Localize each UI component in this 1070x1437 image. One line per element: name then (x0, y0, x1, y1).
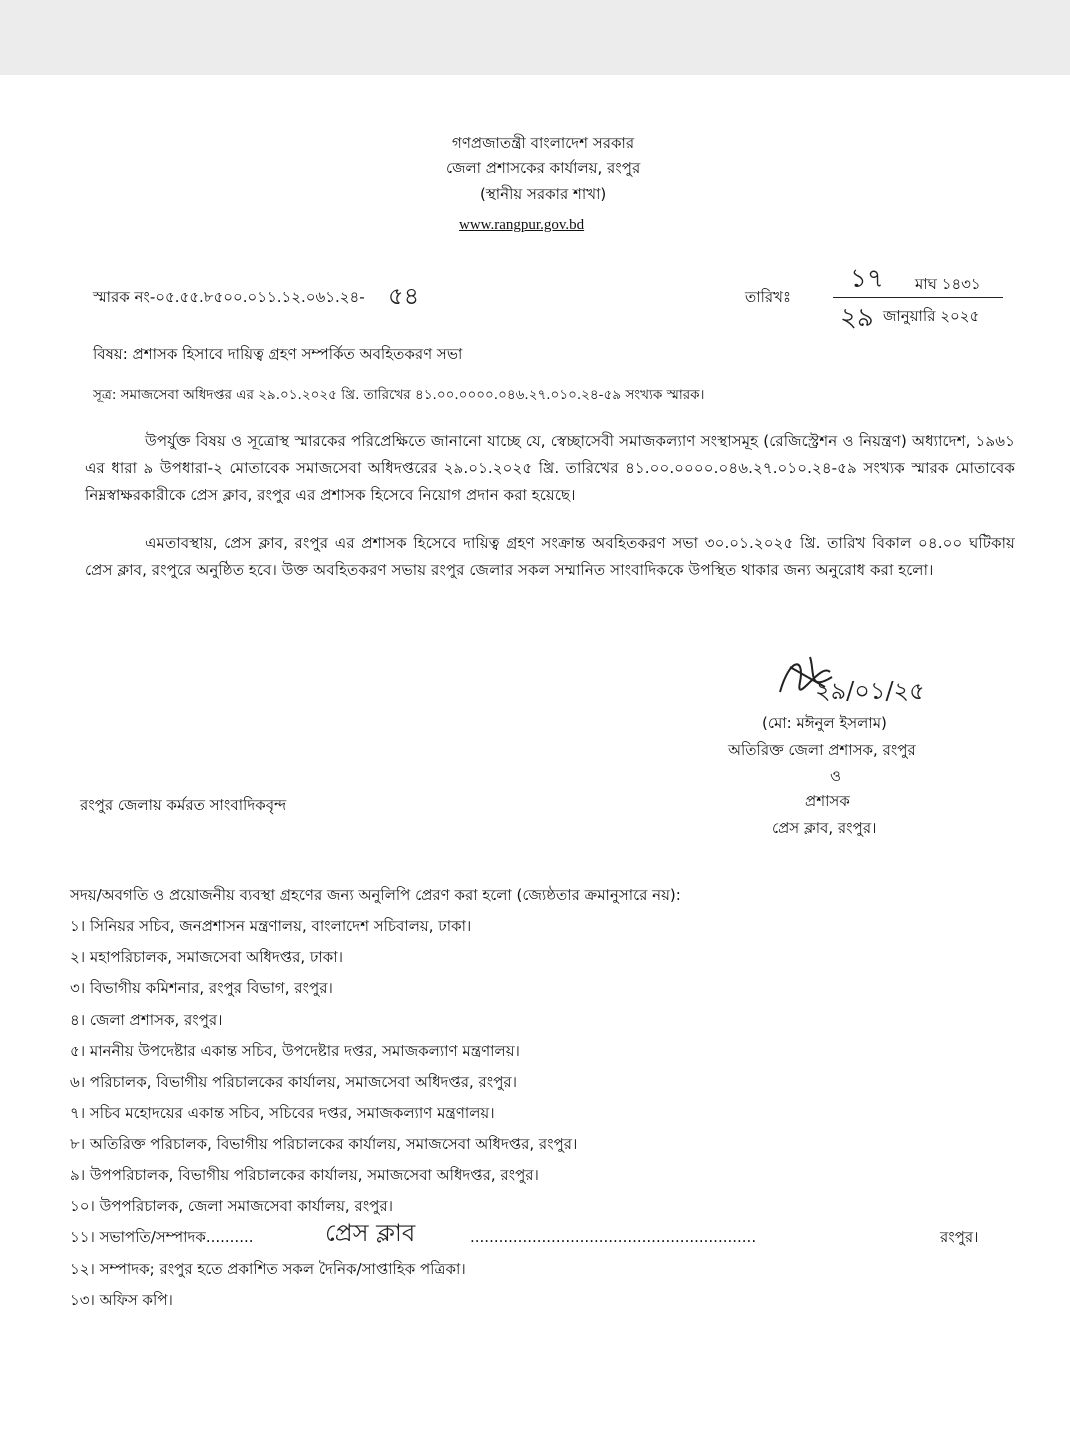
signatory-title: অতিরিক্ত জেলা প্রশাসক, রংপুর (728, 741, 916, 759)
signatory-organization: প্রেস ক্লাব, রংপুর। (772, 819, 877, 837)
list-item: ৬। পরিচালক, বিভাগীয় পরিচালকের কার্যালয়, সমাজসেবা অধিদপ্তর, রংপুর। (70, 1073, 518, 1091)
copy-intro: সদয়/অবগতি ও প্রয়োজনীয় ব্যবস্থা গ্রহণের জন্য অনুলিপি প্রেরণ করা হলো (জ্যেষ্ঠতার ক্রমানুসারে নয়): (70, 886, 681, 904)
list-item: ১৩। অফিস কপি। (70, 1291, 173, 1309)
signatory-role: প্রশাসক (805, 792, 850, 810)
branch-name: (স্থানীয় সরকার শাখা) (480, 185, 607, 203)
memo-number: স্মারক নং-০৫.৫৫.৮৫০০.০১১.১২.০৬১.২৪- (93, 288, 365, 306)
list-item: ১০। উপপরিচালক, জেলা সমাজসেবা কার্যালয়, রংপুর। (70, 1197, 393, 1215)
english-day-handwritten: ২৯ (840, 303, 874, 333)
body-paragraph-2: এমতাবস্থায়, প্রেস ক্লাব, রংপুর এর প্রশাসক হিসেবে দায়িত্ব গ্রহণ সংক্রান্ত অবহিতকরণ সভা ৩০.০১.২০২৫ খ্রি. তারিখ বিকাল ০৪.০০ ঘটিকায় প্রেস ক্লাব, রংপুরে অনুষ্ঠিত হবে। উক্ত অবহিতকরণ সভায় রংপুর জেলার সকল সম্মানিত সাংবাদিককে উপস্থিত থাকার জন্য অনুরোধ করা হলো। (85, 534, 1015, 579)
memo-number-handwritten: ৫৪ (388, 282, 420, 310)
screen-top-bar (0, 0, 1070, 75)
list-item-11-tail: রংপুর। (940, 1228, 979, 1246)
list-item: ২। মহাপরিচালক, সমাজসেবা অধিদপ্তর, ঢাকা। (70, 948, 343, 966)
list-item: ১। সিনিয়র সচিব, জনপ্রশাসন মন্ত্রণালয়, বাংলাদেশ সচিবালয়, ঢাকা। (70, 917, 472, 935)
date-label: তারিখঃ (745, 288, 791, 306)
office-name: জেলা প্রশাসকের কার্যালয়, রংপুর (446, 159, 641, 177)
list-item: ৯। উপপরিচালক, বিভাগীয় পরিচালকের কার্যালয়, সমাজসেবা অধিদপ্তর, রংপুর। (70, 1166, 539, 1184)
english-month: জানুয়ারি ২০২৫ (883, 307, 980, 325)
government-name: গণপ্রজাতন্ত্রী বাংলাদেশ সরকার (452, 134, 635, 152)
recipient: রংপুর জেলায় কর্মরত সাংবাদিকবৃন্দ (80, 796, 287, 814)
list-item-11-handwritten: প্রেস ক্লাব (325, 1219, 416, 1247)
body-paragraph-1: উপর্যুক্ত বিষয় ও সূত্রোস্থ স্মারকের পরিপ্রেক্ষিতে জানানো যাচ্ছে যে, স্বেচ্ছাসেবী সমাজকল্যাণ সংস্থাসমূহ (রেজিস্ট্রেশন ও নিয়ন্ত্রণ) অধ্যাদেশ, ১৯৬১ এর ধারা ৯ উপধারা-২ মোতাবেক সমাজসেবা অধিদপ্তরের ২৯.০১.২০২৫ খ্রি. তারিখের ৪১.০০.০০০০.০৪৬.২৭.০১০.২৪-৫৯ সংখ্যক স্মারক মোতাবেক নিম্নস্বাক্ষরকারীকে প্রেস ক্লাব, রংপুর এর প্রশাসক হিসেবে নিয়োগ প্রদান করা হয়েছে। (85, 432, 1015, 504)
list-item-11-lead: ১১। সভাপতি/সম্পাদক.......... (70, 1228, 254, 1246)
list-item: ১২। সম্পাদক; রংপুর হতে প্রকাশিত সকল দৈনিক/সাপ্তাহিক পত্রিকা। (70, 1260, 466, 1278)
list-item: ৪। জেলা প্রশাসক, রংপুর। (70, 1011, 223, 1029)
list-item: ৭। সচিব মহোদয়ের একান্ত সচিব, সচিবের দপ্তর, সমাজকল্যাণ মন্ত্রণালয়। (70, 1104, 495, 1122)
signature-date-handwritten: ২৯/০১/২৫ (815, 677, 925, 705)
list-item: ৮। অতিরিক্ত পরিচালক, বিভাগীয় পরিচালকের কার্যালয়, সমাজসেবা অধিদপ্তর, রংপুর। (70, 1135, 578, 1153)
bangla-day-handwritten: ১৭ (850, 264, 884, 294)
signatory-name: (মো: মঈনুল ইসলাম) (762, 714, 887, 732)
bangla-month: মাঘ ১৪৩১ (915, 275, 981, 293)
list-item-11-dots: ............................................................ (470, 1228, 757, 1246)
signatory-and: ও (830, 767, 842, 785)
list-item: ৩। বিভাগীয় কমিশনার, রংপুর বিভাগ, রংপুর। (70, 979, 333, 997)
list-item: ৫। মাননীয় উপদেষ্টার একান্ত সচিব, উপদেষ্টার দপ্তর, সমাজকল্যাণ মন্ত্রণালয়। (70, 1042, 520, 1060)
source-reference: সূত্র: সমাজসেবা অধিদপ্তর এর ২৯.০১.২০২৫ খ্রি. তারিখের ৪১.০০.০০০০.০৪৬.২৭.০১০.২৪-৫৯ সংখ্যক স্মারক। (93, 387, 705, 403)
subject-line: বিষয়: প্রশাসক হিসাবে দায়িত্ব গ্রহণ সম্পর্কিত অবহিতকরণ সভা (93, 345, 463, 363)
website-link[interactable]: www.rangpur.gov.bd (459, 217, 585, 233)
